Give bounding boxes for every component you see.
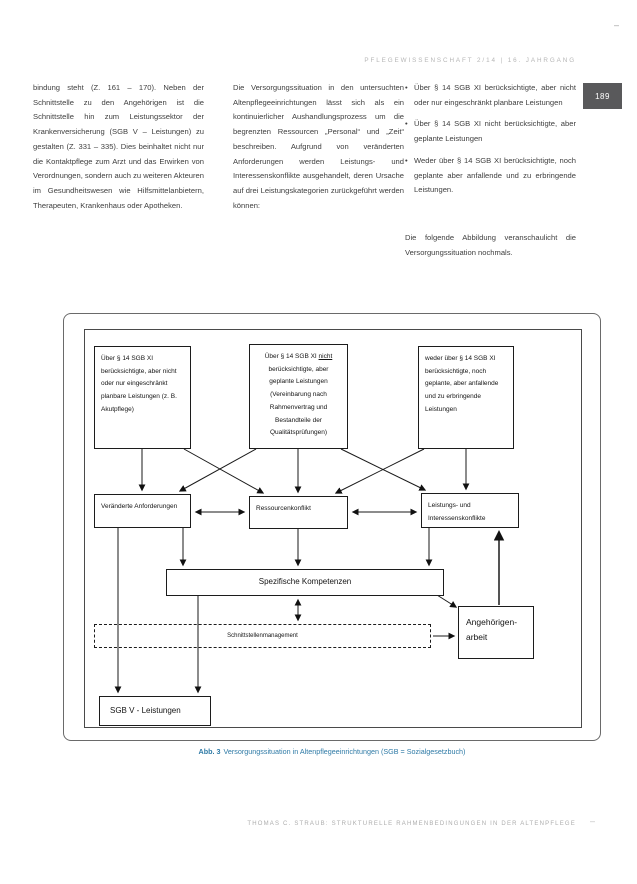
box-top2-text-post: berücksichtigte, aber geplante Leistungen (Vereinbarung nach Rahmenvertrag und Bestandteile der Qualitätsprüfungen) [268,365,329,437]
box-veraenderte-anforderungen: Veränderte Anforderungen [94,494,191,528]
to-sgbv-arrows [118,528,198,692]
box-ressourcenkonflikt: Ressourcenkonflikt [249,496,348,529]
bullet-list [405,81,576,198]
box-top-leistungen-weder-noch: weder über § 14 SGB XI berücksichtigte, noch geplante, aber anfallende und zu erbringende Leistungen [418,346,514,449]
figure-frame [63,313,601,741]
trim-mark-top-right: – [614,20,620,30]
text-column-2: Die Versorgungssituation in den untersuchten Altenpflegeeinrichtungen lässt sich als ein kontinuierlicher Aushandlungsprozess um die begrenzten Ressourcen „Personal“ und „Zeit“ beschreiben. Aufgrund von veränderten Anforderungen werden Leistungs- und Interessenskonflikte ausgehandelt, deren Ursache auf drei Leistungskategorien zurückgeführt werden können: [233,83,404,210]
box-top2-text-underlined: nicht [318,353,333,360]
box-spezifische-kompetenzen: Spezifische Kompetenzen [166,569,444,596]
top-to-middle-arrows [142,449,466,493]
box-top-leistungen-nicht-beruecksichtigt [249,344,348,449]
bullet-item-3: • Weder über § 14 SGB XI berücksichtigte, noch geplante aber anfallende und zu erbringende Leistungen. [405,154,576,198]
bullet-item-2: • Über § 14 SGB XI nicht berücksichtigte, aber geplante Leistungen [405,117,576,146]
figure-caption-text: Versorgungssituation in Altenpflegeeinrichtungen (SGB = Sozialgesetzbuch) [223,747,466,756]
box-top-leistungen-beruecksichtigt: Über § 14 SGB XI berücksichtigte, aber nicht oder nur eingeschränkt planbare Leistungen (z. B. Akutpflege) [94,346,191,449]
page-number-badge: 189 [583,83,622,109]
bullet-item-1: • Über § 14 SGB XI berücksichtigte, aber nicht oder nur eingeschränkt planbare Leistungen [405,81,576,110]
box-top2-text-pre: Über § 14 SGB XI [264,353,319,360]
trim-mark-bottom-right: – [590,816,596,826]
box-angehoerigenarbeit: Angehörigen-arbeit [458,606,534,659]
figure-caption-label: Abb. 3 [198,747,221,756]
running-header: PFLEGEWISSENSCHAFT 2/14 | 16. JAHRGANG [364,57,576,64]
box-schnittstellenmanagement: Schnittstellenmanagement [94,624,431,648]
figure-caption [63,747,601,756]
text-column-3 [405,81,576,260]
box-leistungs-interessenskonflikte: Leistungs- und Interessenskonflikte [421,493,519,528]
running-footer: THOMAS C. STRAUB: STRUKTURELLE RAHMENBEDINGUNGEN IN DER ALTENPFLEGE [247,821,576,827]
text-column-1: bindung steht (Z. 161 – 170). Neben der Schnittstelle zu den Angehörigen ist die Schnittstelle hin zum Leistungssektor der Krankenversicherung (SGB V – Leistungen) zu gestalten (Z. 331 – 335). Dies beinhaltet nicht nur die Kontaktpflege zum Arzt und das Erwirken von Verordnungen, sondern auch zu weiteren Akteuren im Gesundheitswesen wie Hilfsmittelanbietern, Therapeuten, Krankenhaus oder Apotheken. [33,83,204,210]
middle-to-competencies-arrows [183,528,429,565]
figure-intro-paragraph: Die folgende Abbildung veranschaulicht die Versorgungssituation nochmals. [405,232,576,257]
box-sgb-v-leistungen: SGB V - Leistungen [99,696,211,726]
